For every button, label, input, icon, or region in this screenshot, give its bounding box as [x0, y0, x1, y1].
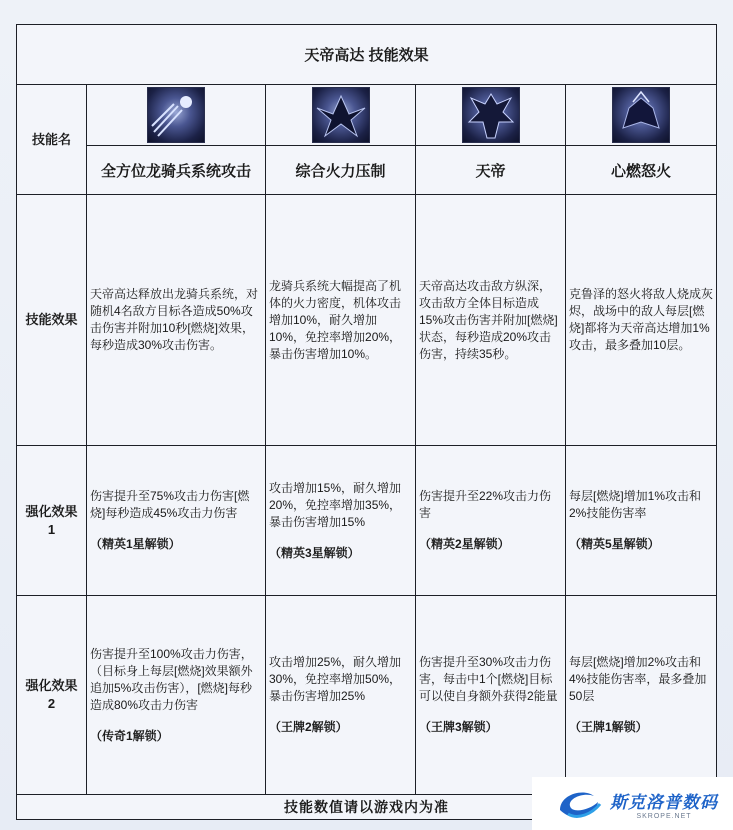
skill-icon-cell-4 [566, 85, 717, 146]
enhance2-cell-1: 伤害提升至100%攻击力伤害，（目标身上每层[燃烧]效果额外追加5%攻击伤害），[燃烧]每秒造成80%攻击力伤害 （传奇1解锁） [87, 596, 266, 795]
unlock-condition: （精英2星解锁） [419, 537, 510, 551]
row-header-skill-effect: 技能效果 [17, 195, 87, 446]
enhance1-cell-2: 攻击增加15%，耐久增加20%，免控率增加35%，暴击伤害增加15% （精英3星解锁） [266, 446, 416, 596]
skill-icon-cell-2 [266, 85, 416, 146]
burning-wrath-icon [612, 87, 670, 143]
skill-name-4: 心燃怒火 [566, 146, 717, 195]
skill-name-3: 天帝 [416, 146, 566, 195]
row-header-enhance-2: 强化效果 2 [17, 596, 87, 795]
skill-table [16, 24, 717, 820]
unlock-condition: （精英3星解锁） [269, 545, 360, 560]
skill-name-1: 全方位龙骑兵系统攻击 [87, 146, 266, 195]
swirl-logo-icon [554, 784, 604, 824]
enhance2-cell-2: 攻击增加25%，耐久增加30%，免控率增加50%，暴击伤害增加25% （王牌2解锁） [266, 596, 416, 795]
skill-icon-cell-1 [87, 85, 266, 146]
watermark-logo [532, 777, 733, 830]
skill-effect-3: 天帝高达攻击敌方纵深，攻击敌方全体目标造成15%攻击伤害并附加[燃烧]状态，每秒造成20%攻击伤害，持续35秒。 [416, 195, 566, 446]
unlock-condition: （精英1星解锁） [90, 537, 181, 551]
skill-effect-2: 龙骑兵系统大幅提高了机体的火力密度，机体攻击增加10%，耐久增加10%，免控率增加20%，暴击伤害增加10%。 [266, 195, 416, 446]
enhance2-cell-3: 伤害提升至30%攻击力伤害，每击中1个[燃烧]目标可以使自身额外获得2能量 （王牌3解锁） [416, 596, 566, 795]
firepower-suppression-icon [312, 87, 370, 143]
watermark-url: SKROPE.NET [636, 812, 692, 820]
skill-name-2: 综合火力压制 [266, 146, 416, 195]
watermark-name: 斯克洛普数码 [610, 792, 718, 812]
dragoon-system-icon [147, 87, 205, 143]
skill-effect-4: 克鲁泽的怒火将敌人烧成灰烬，战场中的敌人每层[燃烧]都将为天帝高达增加1%攻击，最多叠加10层。 [566, 195, 717, 446]
enhance1-cell-3: 伤害提升至22%攻击力伤害 （精英2星解锁） [416, 446, 566, 596]
enhance1-cell-1: 伤害提升至75%攻击力伤害[燃烧]每秒造成45%攻击力伤害 （精英1星解锁） [87, 446, 266, 596]
unlock-condition: （传奇1解锁） [90, 728, 169, 743]
row-header-enhance-1: 强化效果 1 [17, 446, 87, 596]
unlock-condition: （王牌3解锁） [419, 720, 498, 734]
row-header-skill-name: 技能名 [17, 85, 87, 195]
unlock-condition: （王牌1解锁） [569, 720, 648, 734]
heavenly-emperor-icon [462, 87, 520, 143]
unlock-condition: （王牌2解锁） [269, 720, 348, 734]
enhance1-cell-4: 每层[燃烧]增加1%攻击和2%技能伤害率 （精英5星解锁） [566, 446, 717, 596]
table-title: 天帝高达 技能效果 [17, 25, 717, 85]
table-footer-note: 技能数值请以游戏内为准 [17, 795, 717, 820]
unlock-condition: （精英5星解锁） [569, 537, 660, 551]
skill-table-sheet [16, 24, 716, 820]
skill-effect-1: 天帝高达释放出龙骑兵系统，对随机4名敌方目标各造成50%攻击伤害并附加10秒[燃烧]效果，每秒造成30%攻击伤害。 [87, 195, 266, 446]
skill-icon-cell-3 [416, 85, 566, 146]
enhance2-cell-4: 每层[燃烧]增加2%攻击和4%技能伤害率，最多叠加50层 （王牌1解锁） [566, 596, 717, 795]
